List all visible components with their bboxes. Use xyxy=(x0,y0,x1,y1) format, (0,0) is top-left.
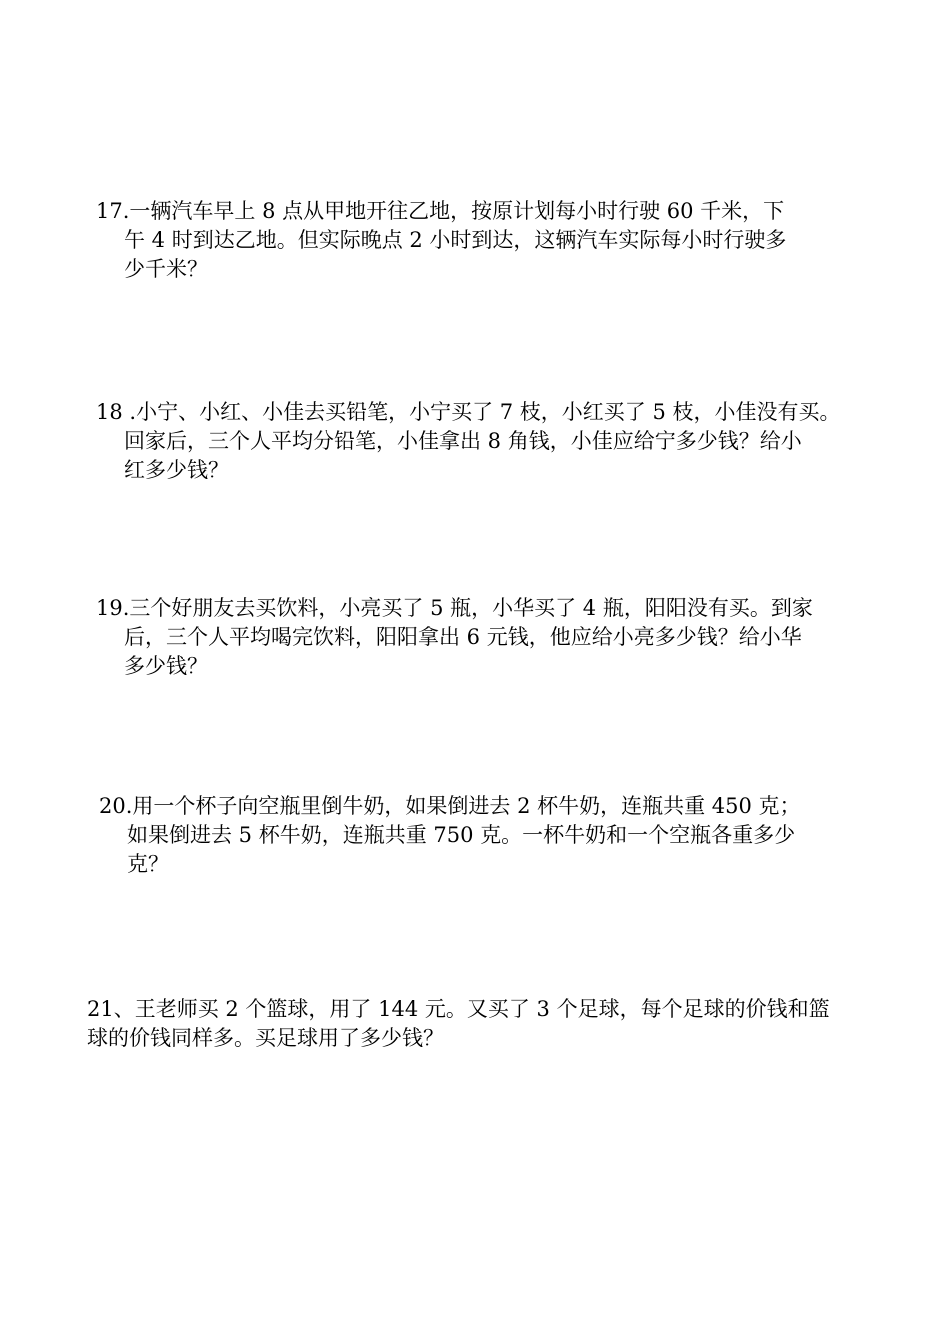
problem-18-line-2: 回家后，三个人平均分铅笔，小佳拿出 8 角钱，小佳应给宁多少钱？给小 xyxy=(124,429,802,453)
problem-19-line-1: 19.三个好朋友去买饮料，小亮买了 5 瓶，小华买了 4 瓶，阳阳没有买。到家 xyxy=(96,596,813,620)
problem-20-line-3: 克？ xyxy=(127,852,169,876)
problem-20-line-1: 20.用一个杯子向空瓶里倒牛奶，如果倒进去 2 杯牛奶，连瓶共重 450 克； xyxy=(99,794,801,818)
problem-21 xyxy=(87,995,847,1053)
problem-18-line-1: 18 .小宁、小红、小佳去买铅笔，小宁买了 7 枝，小红买了 5 枝，小佳没有买。 xyxy=(96,400,841,424)
problem-18 xyxy=(96,398,856,485)
problem-18-line-3: 红多少钱？ xyxy=(124,458,229,482)
problem-19 xyxy=(96,594,856,681)
problem-20-line-2: 如果倒进去 5 杯牛奶，连瓶共重 750 克。一杯牛奶和一个空瓶各重多少 xyxy=(127,823,796,847)
problem-19-line-3: 多少钱？ xyxy=(124,654,208,678)
problem-21-line-2: 球的价钱同样多。买足球用了多少钱？ xyxy=(87,1026,444,1050)
problem-17 xyxy=(96,197,856,284)
problem-19-line-2: 后，三个人平均喝完饮料，阳阳拿出 6 元钱，他应给小亮多少钱？给小华 xyxy=(124,625,802,649)
problem-20 xyxy=(99,792,859,879)
problem-17-line-1: 17.一辆汽车早上 8 点从甲地开往乙地，按原计划每小时行驶 60 千米，下 xyxy=(96,199,785,223)
problem-21-line-1: 21、王老师买 2 个篮球，用了 144 元。又买了 3 个足球，每个足球的价钱和篮 xyxy=(87,997,830,1021)
problem-17-line-2: 午 4 时到达乙地。但实际晚点 2 小时到达，这辆汽车实际每小时行驶多 xyxy=(124,228,787,252)
problem-17-line-3: 少千米？ xyxy=(124,257,208,281)
